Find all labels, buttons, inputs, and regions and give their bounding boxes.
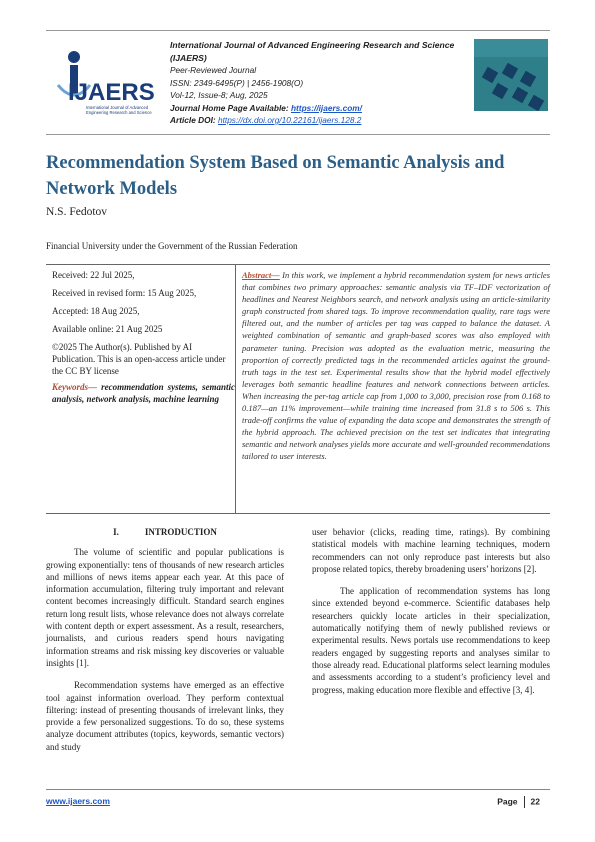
- intro-paragraph-1: The volume of scientific and popular publications is growing exponentially: tens of thousands of new research articles and millions of news items appear each year. At this pace of information accumulation, filtering truly important and relevant content becomes increasingly difficult. Standard search engines return long result lists, whose relevance does not always correlate with content depth or expert assessment. As a result, researchers, journalists, and curious readers spend hours navigating information streams and risk missing key discoveries or valuable insights [1].: [46, 547, 284, 668]
- homepage-label: Journal Home Page Available:: [170, 102, 289, 113]
- logo-text: IJAERS: [68, 79, 155, 106]
- accepted-date: Accepted: 18 Aug 2025,: [52, 306, 140, 316]
- intro-paragraph-2: Recommendation systems have emerged as an effective tool against information overload. They perform contextual filtering: instead of presenting thousands of irrelevant links, they provide a few personalized suggestions. To do so, these systems analyze document attributes (topics, keywords, semantic vectors) and study: [46, 680, 284, 752]
- article-info-box: [46, 264, 550, 514]
- available-date: Available online: 21 Aug 2025: [52, 324, 163, 334]
- affiliation: Financial University under the Government of the Russian Federation: [46, 241, 298, 251]
- volume: Vol-12, Issue-8; Aug, 2025: [170, 90, 268, 100]
- journal-header: [46, 30, 550, 135]
- journal-cover-image: [474, 39, 548, 131]
- section-title: INTRODUCTION: [144, 527, 217, 537]
- abstract-label: Abstract—: [242, 270, 280, 280]
- abstract: [242, 269, 550, 463]
- article-title: Recommendation System Based on Semantic Analysis and Network Models: [46, 153, 505, 199]
- peer-reviewed-label: Peer-Reviewed Journal: [170, 65, 257, 75]
- logo-subtitle: International Journal of Advanced Engineering Research and Science: [86, 105, 152, 115]
- body-column-left: [46, 526, 284, 763]
- keywords-text: recommendation systems, semantic analysis, network analysis, machine learning: [52, 382, 236, 404]
- journal-title: International Journal of Advanced Engineering Research and Science (IJAERS): [170, 40, 455, 63]
- intro-paragraph-3: The application of recommendation systems has long since extended beyond e-commerce. Scientific databases help researchers quickly locate articles in their specialization, automatically notifying them of newly published reviews or experimental results. News portals use recommendations to keep readers engaged by suggesting reports and analyses similar to those already read. Educational platforms select learning modules and assessments according to a student’s proficiency level and progress, making education more flexible and effective [3, 4].: [312, 586, 550, 695]
- page-number: 22: [530, 796, 540, 807]
- revised-date: Received in revised form: 15 Aug 2025,: [52, 288, 197, 298]
- license-text: ©2025 The Author(s). Published by AI Publication. This is an open-access article under the CC BY license: [52, 342, 226, 376]
- doi-label: Article DOI:: [170, 115, 216, 125]
- author-name: N.S. Fedotov: [46, 206, 108, 218]
- keywords-label: Keywords—: [52, 382, 97, 392]
- page-indicator: [497, 796, 540, 808]
- footer-website-link[interactable]: www.ijaers.com: [46, 796, 110, 806]
- homepage-link[interactable]: https://ijaers.com/: [290, 102, 362, 113]
- doi-link[interactable]: https://dx.doi.org/10.22161/ijaers.128.2: [217, 115, 362, 125]
- section-heading-introduction: [46, 526, 284, 538]
- body-column-right: [312, 526, 550, 706]
- page-footer: [46, 789, 550, 806]
- intro-paragraph-2-continued: user behavior (clicks, reading time, ratings). By combining statistical models with machine learning techniques, modern recommenders can not only reproduce past interests but also propose related topics, thereby broadening users’ horizons [2].: [312, 527, 550, 574]
- section-number: I.: [113, 527, 119, 537]
- abstract-text: In this work, we implement a hybrid recommendation system for news articles that combines two primary approaches: semantic analysis via TF–IDF vectorization of headlines and Nearest Neighbors search, and network analysis using an article-similarity graph constructed from shared tags. To improve recommendation quality, rare tags were filtered out, and the number of articles per tag was capped to balance the dataset. A weighted combination of semantic and graph-based scores was also employed with parameter tuning. Precision was adopted as the evaluation metric, measuring the proportion of correctly predicted tags in the recommended articles against the ground-truth tags in the test set. Experimental results show that the hybrid model effectively leverages both semantic headline features and network connections between articles. When increasing the per-tag article cap from 1,000 to 3,000, precision rose from 0.168 to 0.187—an 11% improvement—while training time increased from 31.8 s to 506 s. This trade-off confirms the value of expanding the data scope and demonstrates the strength of the hybrid approach. The achieved precision on the test set indicates that integrating semantic and network analyses yields more accurate and well-grounded recommendations tailored to user interests.: [242, 270, 551, 462]
- received-date: Received: 22 Jul 2025,: [52, 270, 135, 280]
- keywords: [52, 382, 235, 405]
- page-label: Page: [497, 796, 518, 807]
- article-dates: [46, 265, 236, 514]
- journal-logo: [54, 57, 166, 123]
- issn: ISSN: 2349-6495(P) | 2456-1908(O): [170, 77, 304, 88]
- journal-info: [170, 39, 470, 127]
